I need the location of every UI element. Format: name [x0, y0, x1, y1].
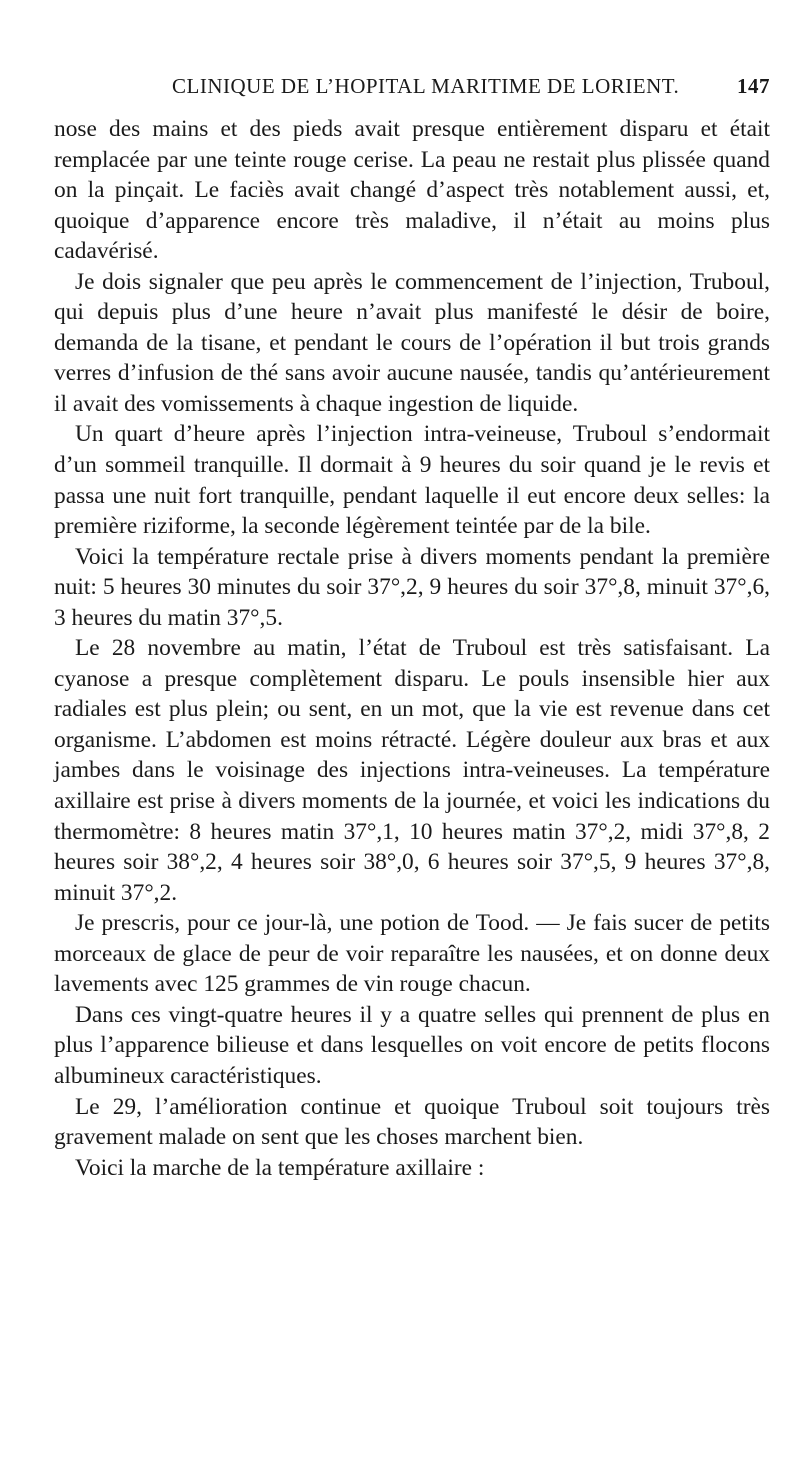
paragraph: Dans ces vingt-quatre heures il y a quatre selles qui prennent de plus en plus l’apparence bilieuse et dans lesquelles on voit encore de petits flocons albumineux caractéristiques.: [54, 1001, 770, 1089]
paragraph: Le 28 novembre au matin, l’état de Truboul est très satisfaisant. La cyanose a presque complètement disparu. Le pouls insensible hier aux radiales est plus plein; ou sent, en un mot, que la vie est revenue dans cet organisme. L’abdomen est moins rétracté. Légère douleur aux bras et aux jambes dans le voisinage des injections intra-veineuses. La température axillaire est prise à divers moments de la journée, et voici les indications du thermomètre: 8 heures matin 37°,1, 10 heures matin 37°,2, midi 37°,8, 2 heures soir 38°,2, 4 heures soir 38°,0, 6 heures soir 37°,5, 9 heures 37°,8, minuit 37°,2.: [54, 635, 770, 906]
paragraph: Voici la marche de la température axillaire :: [75, 1154, 485, 1181]
body-text: [54, 114, 770, 1183]
running-header: [54, 74, 770, 114]
paragraph: Voici la température rectale prise à divers moments pendant la première nuit: 5 heures 30 minutes du soir 37°,2, 9 heures du soir 37°,8, minuit 37°,6, 3 heures du matin 37°,5.: [54, 543, 770, 631]
paragraph: Je dois signaler que peu après le commencement de l’injection, Truboul, qui depuis plus d’une heure n’avait plus manifesté le désir de boire, demanda de la tisane, et pendant le cours de l’opération il but trois grands verres d’infusion de thé sans avoir aucune nausée, tandis qu’antérieurement il avait des vomissements à chaque ingestion de liquide.: [54, 268, 770, 417]
paragraph: Je prescris, pour ce jour-là, une potion de Tood. — Je fais sucer de petits morceaux de glace de peur de voir reparaître les nausées, et on donne deux lavements avec 125 grammes de vin rouge chacun.: [54, 910, 770, 998]
running-title: CLINIQUE DE L’HOPITAL MARITIME DE LORIENT.: [172, 74, 680, 98]
paragraph: Un quart d’heure après l’injection intra-veineuse, Truboul s’endormait d’un sommeil tranquille. Il dormait à 9 heures du soir quand je le revis et passa une nuit fort tranquille, pendant laquelle il eut encore deux selles: la première riziforme, la seconde légèrement teintée par de la bile.: [54, 421, 770, 540]
book-page: [54, 74, 770, 1183]
paragraph-continuation: nose des mains et des pieds avait presque entièrement disparu et était remplacée par une teinte rouge cerise. La peau ne restait plus plissée quand on la pinçait. Le faciès avait changé d’aspect très notablement aussi, et, quoique d’apparence encore très maladive, il n’était au moins plus cadavérisé.: [54, 116, 770, 265]
page-number: 147: [737, 74, 770, 98]
paragraph: Le 29, l’amélioration continue et quoique Truboul soit toujours très gravement malade on sent que les choses marchent bien.: [54, 1093, 770, 1151]
